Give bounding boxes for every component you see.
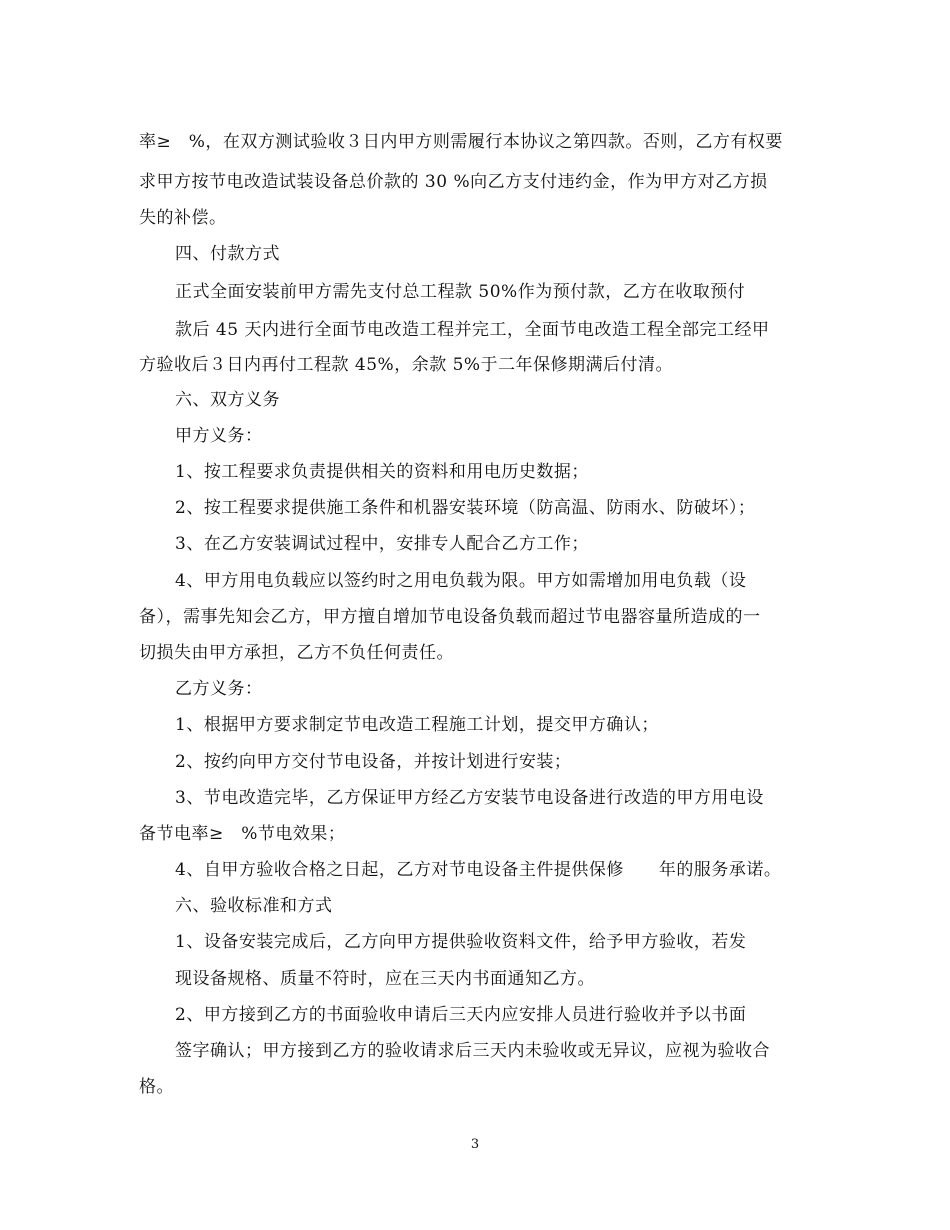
- list-item: 3、在乙方安装调试过程中，安排专人配合乙方工作；: [175, 534, 589, 554]
- subheading: 甲方义务：: [175, 426, 263, 446]
- page-number: 3: [470, 1137, 480, 1152]
- text-line: 款后 45 天内进行全面节电改造工程并完工，全面节电改造工程全部完工经甲: [175, 320, 770, 340]
- list-item: 4、甲方用电负载应以签约时之用电负载为限。甲方如需增加用电负载（设: [175, 571, 747, 591]
- section-heading: 四、付款方式: [175, 244, 280, 264]
- text-line: 签字确认；甲方接到乙方的验收请求后三天内未验收或无异议，应视为验收合: [175, 1041, 770, 1061]
- text-line: 失的补偿。: [139, 208, 227, 228]
- list-item: 2、按工程要求提供施工条件和机器安装环境（防高温、防雨水、防破坏）；: [175, 498, 756, 518]
- list-item: 4、自甲方验收合格之日起，乙方对节电设备主件提供保修 年的服务承诺。: [175, 860, 782, 880]
- text-line: 求甲方按节电改造试装设备总价款的 30 %向乙方支付违约金，作为甲方对乙方损: [139, 172, 768, 192]
- text-line: 率≥ %，在双方测试验收３日内甲方则需履行本协议之第四款。否则，乙方有权要: [139, 132, 783, 152]
- list-item: 1、根据甲方要求制定节电改造工程施工计划，提交甲方确认；: [175, 715, 659, 735]
- list-item: 1、设备安装完成后，乙方向甲方提供验收资料文件，给予甲方验收，若发: [175, 932, 747, 952]
- section-heading: 六、验收标准和方式: [175, 896, 333, 916]
- list-item: 3、节电改造完毕，乙方保证甲方经乙方安装节电设备进行改造的甲方用电设: [175, 788, 764, 808]
- text-line: 现设备规格、质量不符时，应在三天内书面通知乙方。: [175, 969, 595, 989]
- list-item: 2、按约向甲方交付节电设备，并按计划进行安装；: [175, 752, 572, 772]
- text-line: 格。: [139, 1077, 174, 1097]
- text-line: 备节电率≥ %节电效果；: [139, 824, 346, 844]
- text-line: 备），需事先知会乙方，甲方擅自增加节电设备负载而超过节电器容量所造成的一: [139, 607, 761, 627]
- text-line: 方验收后３日内再付工程款 45%，余款 5%于二年保修期满后付清。: [139, 355, 674, 375]
- text-line: 切损失由甲方承担，乙方不负任何责任。: [139, 643, 454, 663]
- section-heading: 六、双方义务: [175, 390, 280, 410]
- list-item: 1、按工程要求负责提供相关的资料和用电历史数据；: [175, 462, 589, 482]
- list-item: 2、甲方接到乙方的书面验收申请后三天内应安排人员进行验收并予以书面: [175, 1005, 747, 1025]
- subheading: 乙方义务：: [175, 679, 263, 699]
- text-line: 正式全面安装前甲方需先支付总工程款 50%作为预付款，乙方在收取预付: [175, 282, 746, 302]
